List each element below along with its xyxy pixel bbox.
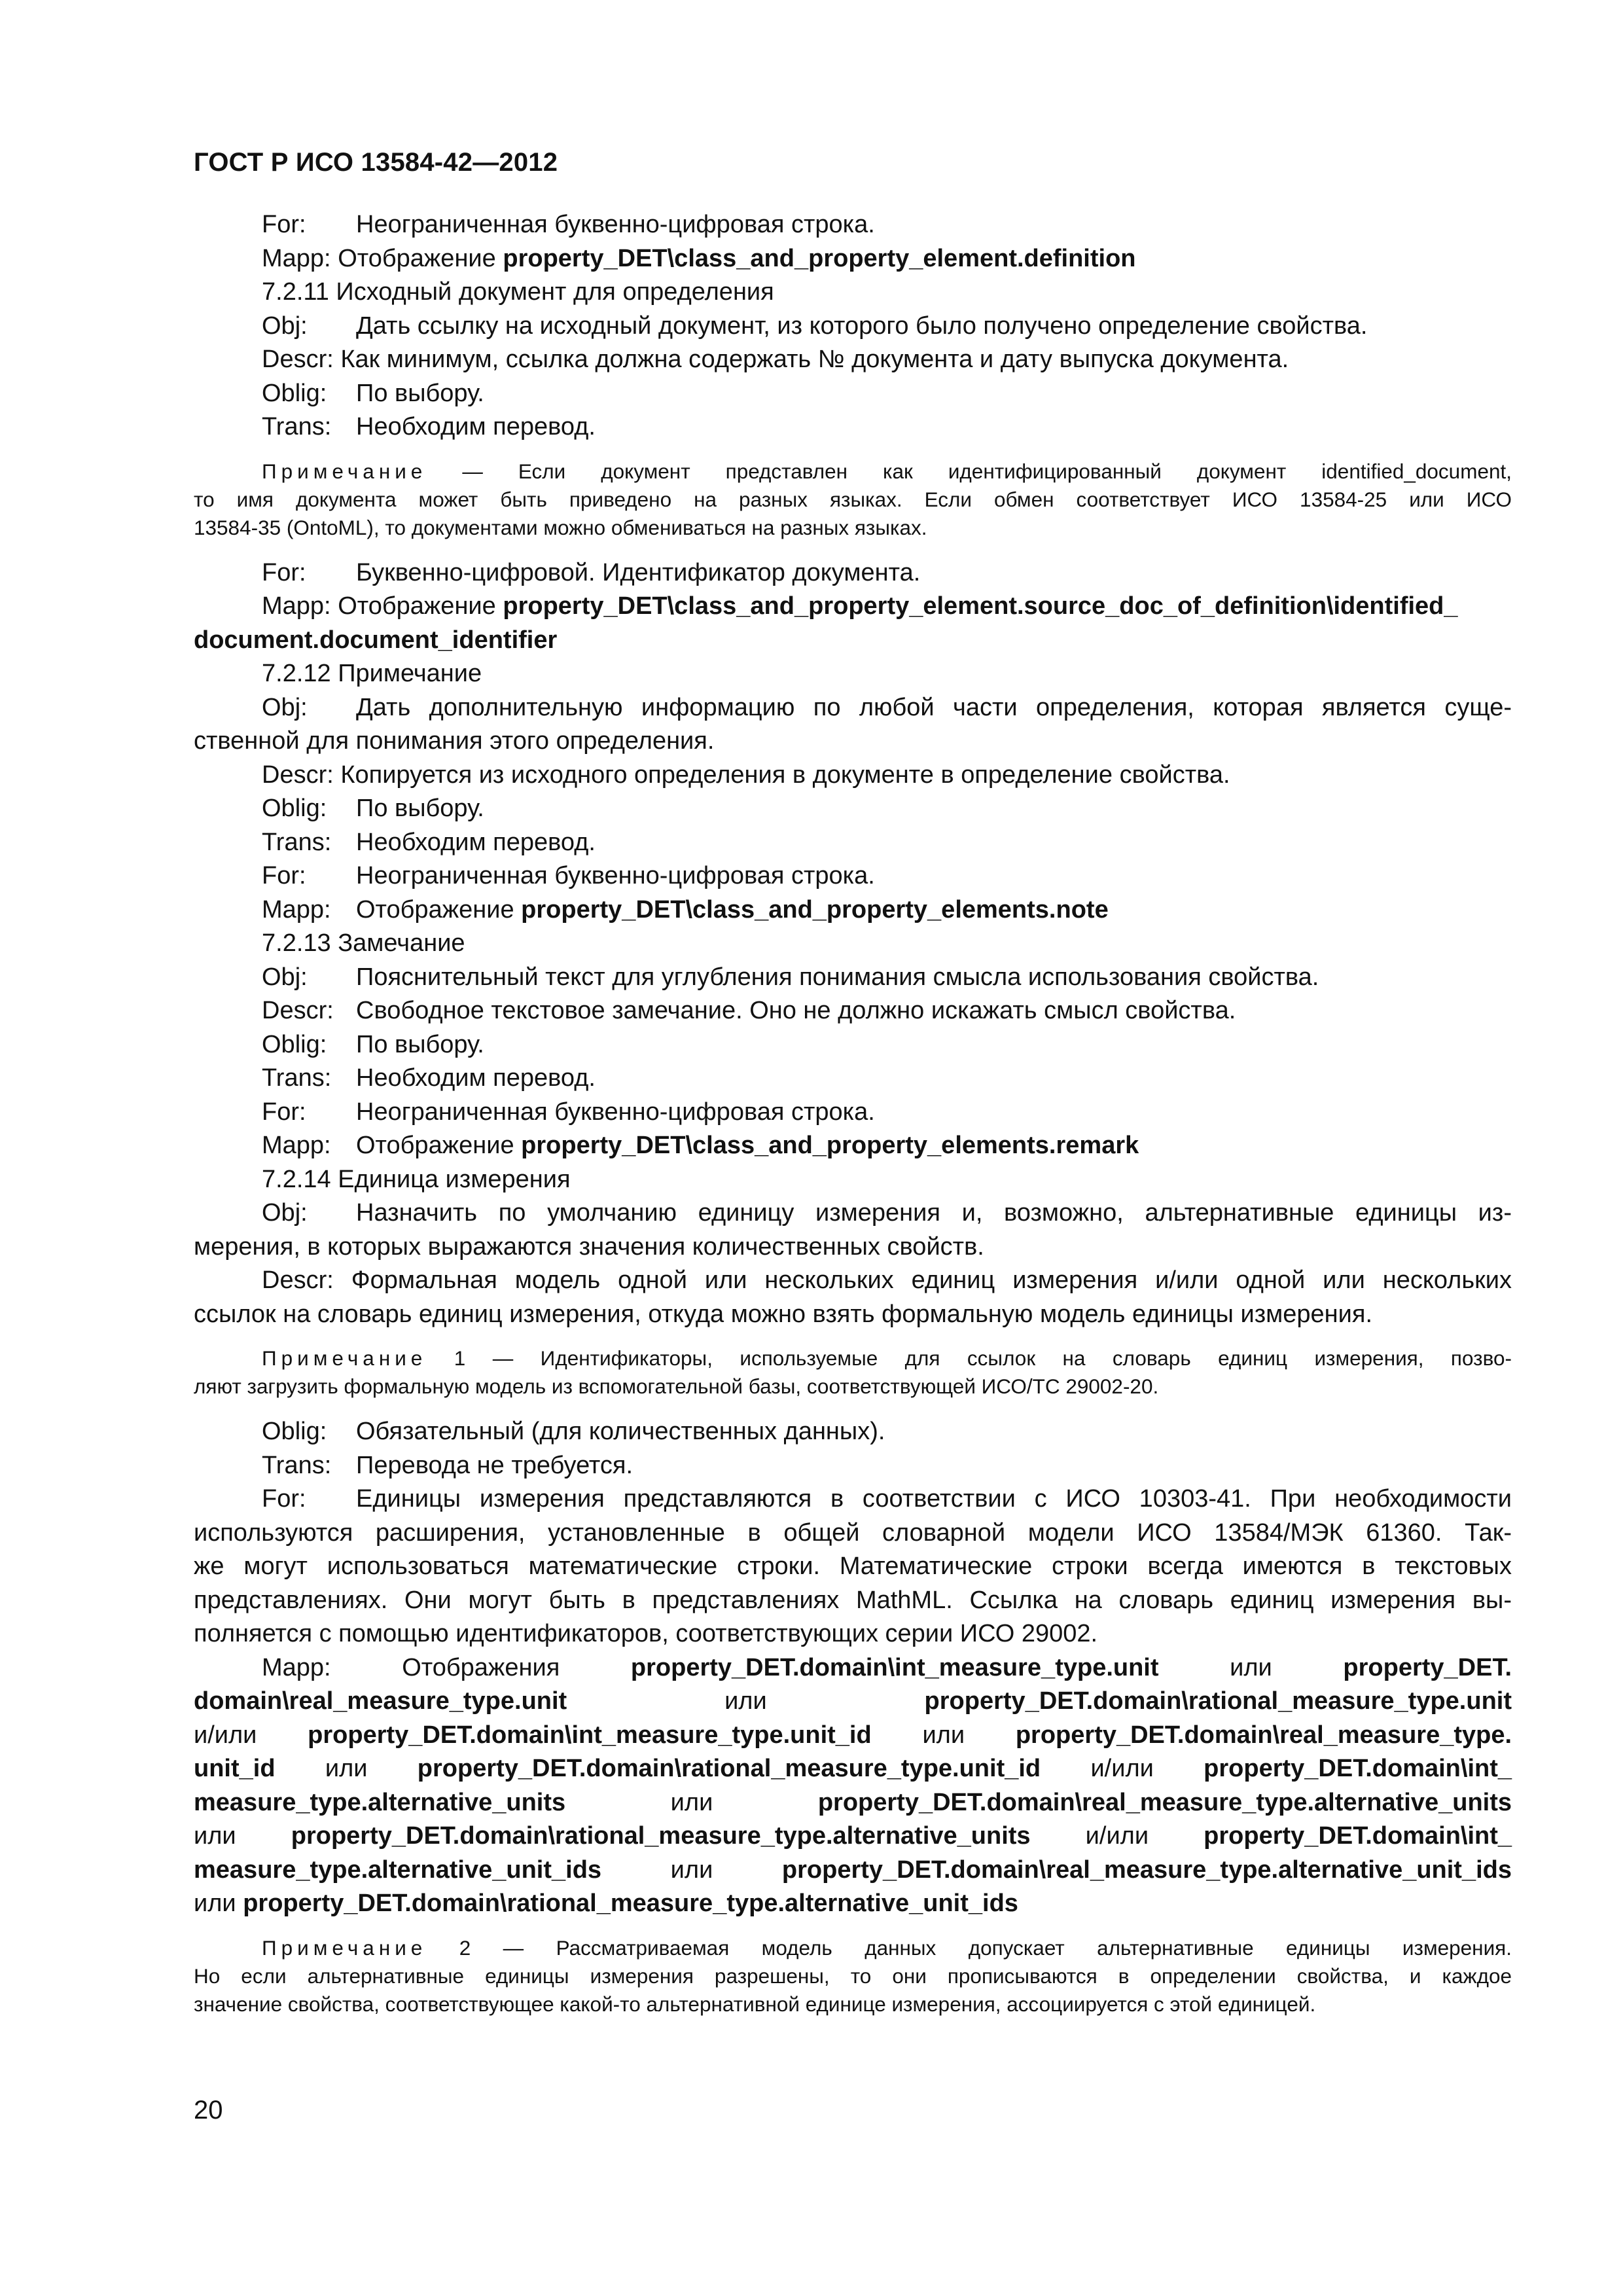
field-value: Неограниченная буквенно-цифровая строка. bbox=[356, 211, 875, 238]
mapping-path: property_DET.domain\rational_measure_type.alternative_units bbox=[291, 1822, 1031, 1850]
field-value: Единицы измерения представляются в соответствии с ИСО 10303-41. При необходимости bbox=[356, 1485, 1512, 1513]
field-value: Как минимум, ссылка должна содержать № документа и дату выпуска документа. bbox=[340, 346, 1289, 373]
field-value: Буквенно-цифровой. Идентификатор документа. bbox=[356, 558, 921, 586]
mapping-path: property_DET\class_and_property_element.definition bbox=[503, 244, 1136, 272]
field-value: По выбору. bbox=[356, 1030, 484, 1058]
field-label: Descr: bbox=[262, 761, 334, 789]
field-label: Obj: bbox=[262, 1199, 308, 1227]
field-label: For: bbox=[262, 211, 306, 238]
mapping-word: или bbox=[922, 1721, 965, 1749]
note-paragraph bbox=[194, 1934, 1512, 1962]
mapping-word: и/или bbox=[1090, 1755, 1154, 1782]
mapping-path: property_DET.domain\rational_measure_type.unit_id bbox=[417, 1755, 1041, 1782]
mapping-path: property_DET.domain\real_measure_type.alternative_unit_ids bbox=[781, 1856, 1512, 1884]
trans-line bbox=[194, 826, 1512, 860]
note-prefix: Примечание bbox=[262, 1346, 427, 1370]
field-value: По выбору. bbox=[356, 379, 484, 407]
mapping-word: или bbox=[194, 1822, 236, 1850]
mapping-word: или bbox=[194, 1890, 236, 1917]
trans-line bbox=[194, 1062, 1512, 1096]
for-line-continued: используются расширения, установленные в общей словарной модели ИСО 13584/МЭК 61360. Так- bbox=[194, 1518, 1512, 1547]
mapp-line bbox=[194, 893, 1512, 927]
field-label: Mapp: bbox=[262, 1132, 331, 1159]
mapping-word: или bbox=[1230, 1653, 1272, 1681]
field-label: Descr: bbox=[262, 997, 334, 1024]
for-line-continued: представлениях. Они могут быть в представлениях MathML. Ссылка на словарь единиц измерения вы- bbox=[194, 1586, 1512, 1614]
field-value: Необходим перевод. bbox=[356, 413, 596, 440]
mapping-path: domain\real_measure_type.unit bbox=[194, 1687, 567, 1715]
section-heading-7-2-12: 7.2.12 Примечание bbox=[262, 660, 482, 687]
note-paragraph: то имя документа может быть приведено на разных языках. Если обмен соответствует ИСО 13584-25 или ИСО bbox=[194, 487, 1512, 511]
mapping-path: property_DET.domain\int_measure_type.unit bbox=[630, 1653, 1159, 1681]
field-value: Назначить по умолчанию единицу измерения и, возможно, альтернативные единицы из- bbox=[356, 1199, 1512, 1227]
field-value: Перевода не требуется. bbox=[356, 1451, 633, 1479]
field-value: Копируется из исходного определения в документе в определение свойства. bbox=[340, 761, 1230, 789]
mapping-path: property_DET.domain\int_measure_type.unit_id bbox=[308, 1721, 872, 1749]
page-number: 20 bbox=[194, 2096, 223, 2125]
field-label: Oblig: bbox=[262, 1030, 327, 1058]
mapping-path: property_DET\class_and_property_elements.remark bbox=[521, 1132, 1139, 1159]
field-value: Свободное текстовое замечание. Оно не должно искажать смысл свойства. bbox=[356, 997, 1236, 1024]
note-paragraph: значение свойства, соответствующее какой-то альтернативной единице измерения, ассоциируется с этой единицей. bbox=[194, 1992, 1316, 2016]
for-line bbox=[194, 1096, 1512, 1130]
standard-title: ГОСТ Р ИСО 13584-42—2012 bbox=[194, 148, 558, 177]
field-label: Descr: bbox=[262, 346, 334, 373]
mapp-line bbox=[194, 242, 1512, 276]
field-value: Отображение bbox=[338, 244, 503, 272]
mapp-line-continued bbox=[194, 1887, 1512, 1921]
oblig-line bbox=[194, 792, 1512, 826]
obj-line bbox=[194, 961, 1512, 995]
mapp-line-continued bbox=[194, 1752, 1512, 1786]
mapp-line bbox=[194, 1651, 1512, 1685]
note-paragraph: 13584-35 (OntoML), то документами можно обмениваться на разных языках. bbox=[194, 515, 927, 539]
field-label: Trans: bbox=[262, 1451, 332, 1479]
note-paragraph bbox=[194, 1344, 1512, 1372]
field-label: Oblig: bbox=[262, 795, 327, 822]
field-label: For: bbox=[262, 1485, 306, 1513]
mapping-path: measure_type.alternative_unit_ids bbox=[194, 1856, 602, 1884]
note-text: 1 — Идентификаторы, используемые для ссылок на словарь единиц измерения, позво- bbox=[454, 1346, 1512, 1370]
mapp-line-continued bbox=[194, 624, 1512, 658]
field-label: Mapp: bbox=[262, 592, 331, 620]
note-text: 2 — Рассматриваемая модель данных допускает альтернативные единицы измерения. bbox=[459, 1935, 1512, 1960]
field-value: Неограниченная буквенно-цифровая строка. bbox=[356, 862, 875, 889]
field-value: Обязательный (для количественных данных). bbox=[356, 1418, 885, 1445]
mapping-path: document.document_identifier bbox=[194, 626, 558, 654]
field-label: Oblig: bbox=[262, 1418, 327, 1445]
field-label: Oblig: bbox=[262, 379, 327, 407]
mapping-word: и/или bbox=[194, 1721, 257, 1749]
obj-line bbox=[194, 1196, 1512, 1230]
field-label: Trans: bbox=[262, 1064, 332, 1092]
field-label: For: bbox=[262, 862, 306, 889]
mapping-word: или bbox=[325, 1755, 368, 1782]
field-label: Obj: bbox=[262, 312, 308, 340]
obj-line bbox=[194, 691, 1512, 725]
trans-line bbox=[194, 1449, 1512, 1483]
oblig-line bbox=[194, 1415, 1512, 1449]
field-value: По выбору. bbox=[356, 795, 484, 822]
mapping-path: property_DET.domain\int_ bbox=[1204, 1755, 1512, 1782]
mapping-word: или bbox=[724, 1687, 767, 1715]
mapping-word: или bbox=[670, 1788, 713, 1816]
descr-line bbox=[194, 343, 1512, 377]
mapping-path: property_DET\class_and_property_elements.note bbox=[521, 895, 1109, 924]
mapp-line-continued bbox=[194, 1820, 1512, 1854]
for-line bbox=[194, 208, 1512, 242]
document-body bbox=[194, 208, 1512, 2018]
field-value: Формальная модель одной или нескольких единиц измерения и/или одной или нескольких bbox=[351, 1266, 1512, 1294]
mapping-path: property_DET\class_and_property_element.source_doc_of_definition\identified_ bbox=[503, 592, 1458, 620]
mapp-line-continued bbox=[194, 1719, 1512, 1753]
mapp-line-continued bbox=[194, 1786, 1512, 1820]
mapping-path: property_DET.domain\int_ bbox=[1204, 1822, 1512, 1850]
mapp-line bbox=[194, 1129, 1512, 1163]
trans-line bbox=[194, 410, 1512, 444]
field-label: Obj: bbox=[262, 963, 308, 991]
field-value: Дать дополнительную информацию по любой части определения, которая является суще- bbox=[356, 693, 1512, 721]
descr-line bbox=[194, 759, 1512, 793]
mapping-word: Отображения bbox=[402, 1653, 560, 1681]
section-heading-7-2-13: 7.2.13 Замечание bbox=[262, 929, 465, 957]
mapping-path: measure_type.alternative_units bbox=[194, 1788, 566, 1816]
obj-line-continued: ственной для понимания этого определения. bbox=[194, 727, 715, 755]
field-value: Необходим перевод. bbox=[356, 1064, 596, 1092]
section-heading-7-2-11: 7.2.11 Исходный документ для определения bbox=[262, 278, 774, 306]
field-value: Отображение bbox=[356, 1132, 522, 1159]
field-value: Отображение bbox=[356, 895, 522, 924]
for-line-continued: же могут использоваться математические строки. Математические строки всегда имеются в текстовых bbox=[194, 1552, 1512, 1580]
note-text: — Если документ представлен как идентифицированный документ identified_document, bbox=[462, 459, 1512, 483]
mapp-line-continued bbox=[194, 1854, 1512, 1888]
field-label: For: bbox=[262, 1098, 306, 1126]
for-line bbox=[194, 556, 1512, 590]
field-label: Trans: bbox=[262, 828, 332, 856]
field-label: Mapp: bbox=[262, 244, 331, 272]
obj-line bbox=[194, 310, 1512, 344]
note-paragraph: Но если альтернативные единицы измерения разрешены, то они прописываются в определении свойства, и каждое bbox=[194, 1964, 1512, 1988]
field-value: Отображение bbox=[338, 592, 503, 620]
field-label: Obj: bbox=[262, 693, 308, 721]
field-value: Дать ссылку на исходный документ, из которого было получено определение свойства. bbox=[356, 312, 1368, 340]
obj-line-continued: мерения, в которых выражаются значения количественных свойств. bbox=[194, 1232, 984, 1261]
descr-line bbox=[194, 994, 1512, 1028]
field-value: Пояснительный текст для углубления понимания смысла использования свойства. bbox=[356, 963, 1319, 991]
oblig-line bbox=[194, 377, 1512, 411]
field-label: Descr: bbox=[262, 1266, 334, 1294]
field-value: Необходим перевод. bbox=[356, 828, 596, 856]
mapp-line bbox=[194, 590, 1512, 624]
mapping-path: property_DET.domain\rational_measure_type.alternative_unit_ids bbox=[243, 1890, 1018, 1917]
mapping-word: и/или bbox=[1085, 1822, 1149, 1850]
note-prefix: Примечание bbox=[262, 1935, 427, 1960]
mapping-path: property_DET.domain\real_measure_type.alternative_units bbox=[817, 1788, 1512, 1816]
mapping-path: property_DET.domain\real_measure_type. bbox=[1015, 1721, 1512, 1749]
mapp-line-continued bbox=[194, 1685, 1512, 1719]
for-line bbox=[194, 1482, 1512, 1516]
field-value: Неограниченная буквенно-цифровая строка. bbox=[356, 1098, 875, 1126]
note-paragraph bbox=[194, 457, 1512, 486]
for-line bbox=[194, 859, 1512, 893]
mapping-path: property_DET.domain\rational_measure_type.unit bbox=[924, 1687, 1512, 1715]
mapping-path: unit_id bbox=[194, 1755, 276, 1782]
field-label: For: bbox=[262, 558, 306, 586]
field-label: Trans: bbox=[262, 413, 332, 440]
field-label: Mapp: bbox=[262, 895, 331, 924]
oblig-line bbox=[194, 1028, 1512, 1062]
field-label: Mapp: bbox=[262, 1653, 331, 1681]
descr-line-continued: ссылок на словарь единиц измерения, откуда можно взять формальную модель единицы измерения. bbox=[194, 1300, 1373, 1328]
mapping-path: property_DET. bbox=[1343, 1653, 1512, 1681]
note-prefix: Примечание bbox=[262, 459, 427, 483]
descr-line bbox=[194, 1264, 1512, 1298]
section-heading-7-2-14: 7.2.14 Единица измерения bbox=[262, 1165, 571, 1193]
for-line-continued: полняется с помощью идентификаторов, соответствующих серии ИСО 29002. bbox=[194, 1620, 1098, 1647]
note-paragraph: ляют загрузить формальную модель из вспомогательной базы, соответствующей ИСО/ТС 29002-20. bbox=[194, 1374, 1159, 1398]
mapping-word: или bbox=[670, 1856, 713, 1884]
